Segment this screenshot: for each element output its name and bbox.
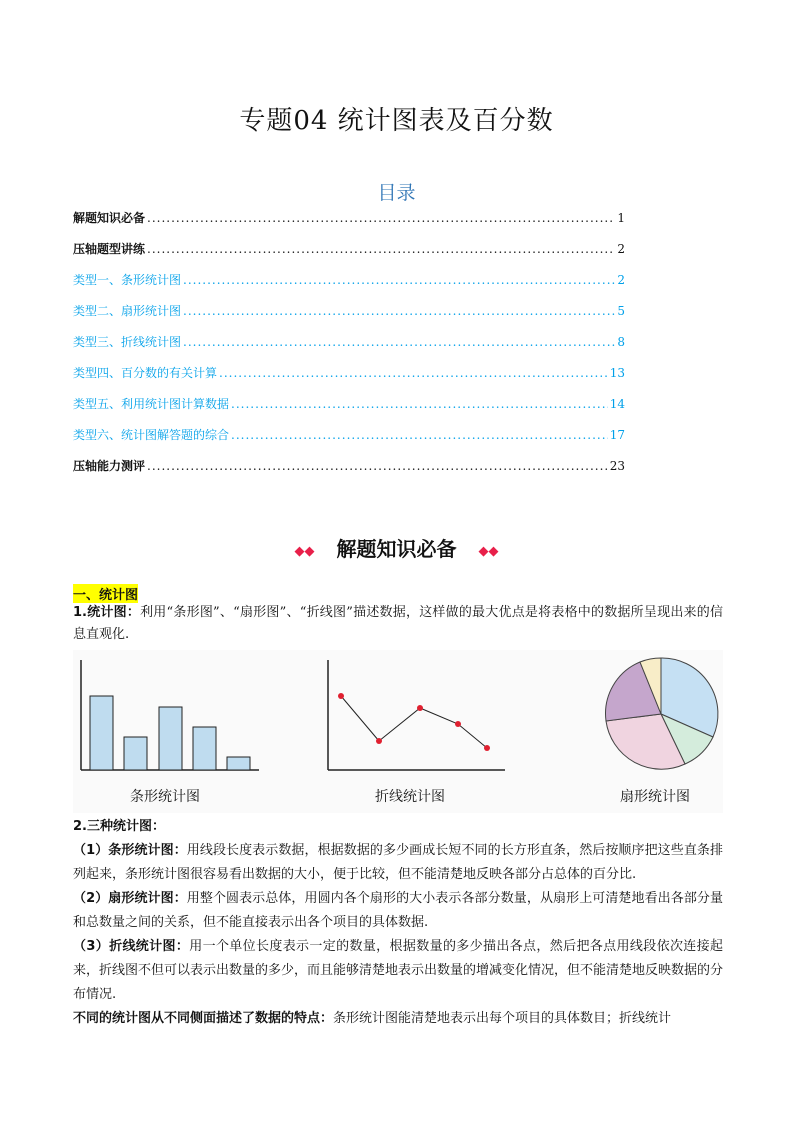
toc-page: 13 [609,366,625,380]
toc-heading: 目录 [377,182,416,204]
pie-chart-illustration [606,658,718,769]
section-banner [0,533,793,562]
bar-chart-illustration [81,660,259,770]
toc-label: 压轴题型讲练 [73,242,146,256]
toc-entry[interactable] [73,426,625,443]
toc-label: 压轴能力测评 [73,459,146,473]
text: 用一个单位长度表示一定的数量，根据数量的多少描出各点，然后把各点用线段依次连接起来，折线图不但可以表示出数量的多少，而且能够清楚地表示出数量的增减变化情况，但不能清楚地反映数据的分布情况. [73,939,724,1002]
toc-entry[interactable] [73,240,625,257]
toc-page: 14 [609,397,625,411]
paragraph [73,602,723,646]
toc-entry[interactable] [73,302,625,319]
toc-leader [183,273,615,287]
toc-label: 类型三、折线统计图 [73,335,182,349]
paragraph [73,887,723,935]
toc-label: 类型六、统计图解答题的综合 [73,428,230,442]
banner-title: 解题知识必备 [327,533,467,562]
paragraph [73,815,723,839]
caption-bar-chart: 条形统计图 [130,789,200,805]
toc-page: 2 [617,273,625,287]
toc-label: 类型一、条形统计图 [73,273,182,287]
toc-entry[interactable] [73,271,625,288]
toc-leader [183,335,615,349]
toc-leader [147,459,608,473]
toc-leader [231,428,608,442]
toc-entry[interactable] [73,457,625,474]
text: 用整个圆表示总体，用圆内各个扇形的大小表示各部分数量，从扇形上可清楚地看出各部分量和总数量之间的关系，但不能直接表示出各个项目的具体数据. [73,891,723,930]
term: （2）扇形统计图： [73,891,187,906]
term: （3）折线统计图： [73,939,190,954]
toc-leader [147,242,615,256]
toc-page: 17 [609,428,625,442]
toc-leader [219,366,608,380]
line-chart-illustration [328,660,505,770]
term: 1.统计图： [73,605,141,620]
toc-page: 5 [617,304,625,318]
text: 用线段长度表示数据，根据数据的多少画成长短不同的长方形直条，然后按顺序把这些直条排列起来，条形统计图很容易看出数据的大小，便于比较，但不能清楚地反映各部分占总体的百分比. [73,843,723,882]
term: （1）条形统计图： [73,843,187,858]
toc-label: 类型五、利用统计图计算数据 [73,397,230,411]
toc-page: 23 [609,459,625,473]
paragraph [73,935,723,1007]
diamond-icon: ◆◆ [294,544,315,559]
term: 不同的统计图从不同侧面描述了数据的特点： [73,1011,334,1026]
section-heading: 一、统计图 [73,584,138,603]
toc-label: 类型二、扇形统计图 [73,304,182,318]
toc-page: 2 [617,242,625,256]
toc-label: 类型四、百分数的有关计算 [73,366,218,380]
toc-page: 8 [617,335,625,349]
term: 2.三种统计图： [73,819,165,834]
toc-entry[interactable] [73,209,625,226]
toc-leader [147,211,615,225]
caption-line-chart: 折线统计图 [375,789,445,805]
text: 利用“条形图”、“扇形图”、“折线图”描述数据，这样做的最大优点是将表格中的数据所呈现出来的信息直观化. [73,605,723,642]
toc-page: 1 [617,211,625,225]
toc-leader [231,397,608,411]
toc-label: 解题知识必备 [73,211,146,225]
paragraph [73,1007,723,1031]
page-title: 专题04 统计图表及百分数 [239,106,554,136]
toc-entry[interactable] [73,395,625,412]
toc-entry[interactable] [73,364,625,381]
diamond-icon: ◆◆ [478,544,499,559]
caption-pie-chart: 扇形统计图 [620,789,690,805]
toc-entry[interactable] [73,333,625,350]
paragraph [73,839,723,887]
body-text [73,815,723,1031]
toc-leader [183,304,615,318]
text: 条形统计图能清楚地表示出每个项目的具体数目；折线统计 [333,1011,672,1026]
